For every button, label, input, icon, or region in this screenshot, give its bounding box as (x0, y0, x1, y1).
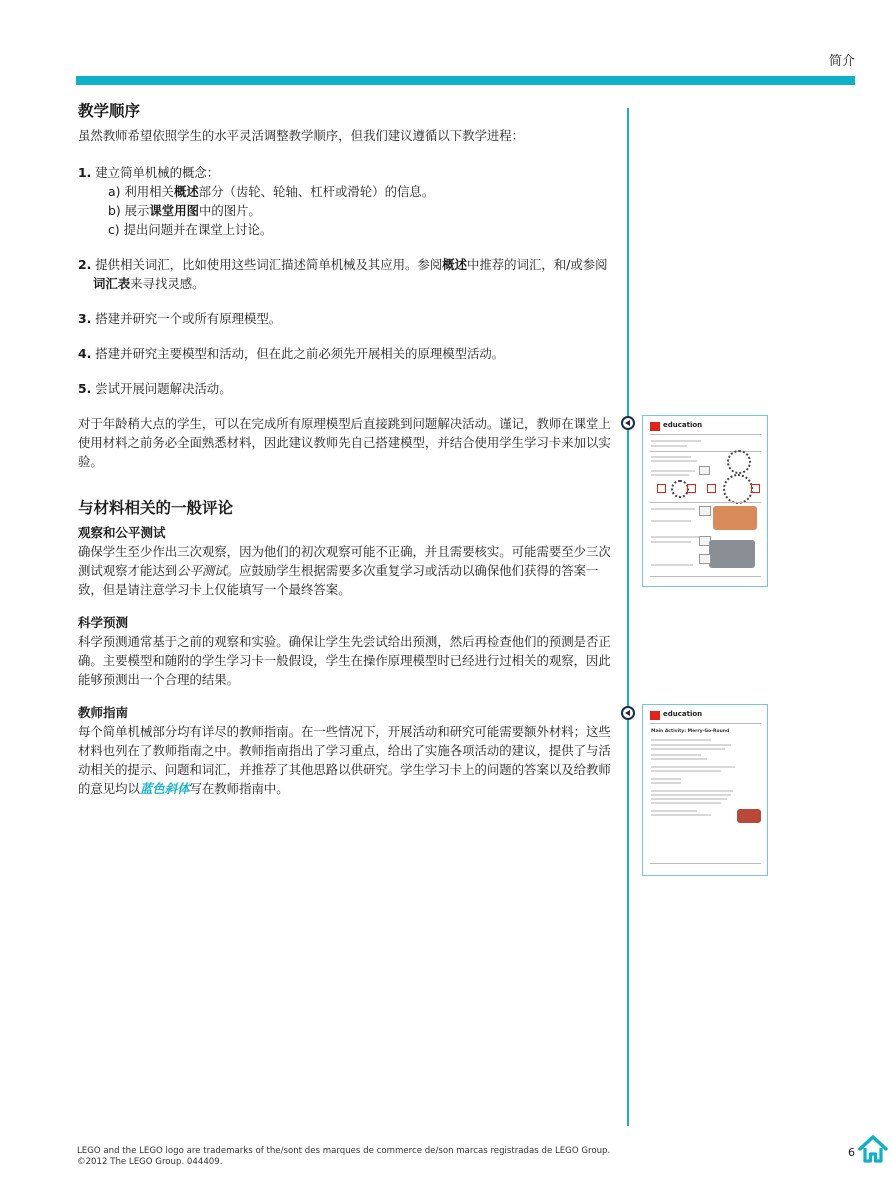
student-card-thumbnail[interactable] (642, 415, 768, 587)
observation-paragraph: 确保学生至少作出三次观察，因为他们的初次观察可能不正确，并且需要核实。可能需要至少三次测试观察才能达到公平测试。应鼓励学生根据需要多次重复学习或活动以确保他们获得的答案一致，但是请注意学习卡上仅能填写一个最终答案。 (78, 544, 611, 597)
home-icon[interactable] (858, 1134, 888, 1164)
thumbnail-brand: education (663, 710, 703, 718)
step-4-number: 4. (78, 346, 92, 361)
step-1c: c) 提出问题并在课堂上讨论。 (108, 222, 273, 237)
step-2-text: 提供相关词汇，比如使用这些词汇描述简单机械及其应用。参阅概述中推荐的词汇，和/或参阅词汇表来寻找灵感。 (93, 257, 608, 291)
step-2-number: 2. (78, 257, 92, 272)
step-5-text: 尝试开展问题解决活动。 (95, 381, 232, 396)
header-accent-bar (76, 76, 855, 85)
teacher-guide-thumbnail[interactable] (642, 704, 768, 876)
prediction-paragraph: 科学预测通常基于之前的观察和实验。确保让学生先尝试给出预测，然后再检查他们的预测是否正确。主要模型和随附的学生学习卡一般假设，学生在操作原理模型时已经进行过相关的观察，因此能够预测出一个合理的结果。 (78, 634, 611, 687)
teacher-guide-paragraph: 每个简单机械部分均有详尽的教师指南。在一些情况下，开展活动和研究可能需要额外材料；这些材料也列在了教师指南之中。教师指南指出了学习重点，给出了实施各项活动的建议，提供了与活动相关的提示、问题和词汇，并推荐了其他思路以供研究。学生学习卡上的问题的答案以及给教师的意见均以蓝色斜体写在教师指南中。 (78, 724, 611, 796)
step-2 (78, 255, 618, 293)
step-4 (78, 344, 618, 363)
footer-trademark: LEGO and the LEGO logo are trademarks of the/sont des marques de commerce de/son marcas registradas de LEGO Group. (77, 1146, 611, 1156)
step-3-number: 3. (78, 311, 92, 326)
step-5 (78, 379, 618, 398)
page-number: 6 (848, 1146, 855, 1159)
step-1-text: 建立简单机械的概念： (95, 165, 220, 180)
step-5-number: 5. (78, 381, 92, 396)
main-content (78, 100, 618, 798)
teaching-order-intro: 虽然教师希望依照学生的水平灵活调整教学顺序，但我们建议遵循以下教学进程： (78, 128, 525, 143)
lego-logo (650, 711, 660, 720)
arrow-left-circle-icon[interactable] (621, 706, 635, 720)
step-3 (78, 309, 618, 328)
step-1a: a) 利用相关概述部分（齿轮、轮轴、杠杆或滑轮）的信息。 (108, 184, 435, 199)
arrow-left-circle-icon[interactable] (621, 416, 635, 430)
step-1-number: 1. (78, 165, 92, 180)
step-1b: b) 展示课堂用图中的图片。 (108, 203, 261, 218)
column-divider (627, 108, 629, 1126)
step-3-text: 搭建并研究一个或所有原理模型。 (95, 311, 282, 326)
observation-heading: 观察和公平测试 (78, 525, 166, 540)
teaching-order-heading: 教学顺序 (78, 102, 141, 120)
lego-logo (650, 422, 660, 431)
thumbnail-brand: education (663, 421, 703, 429)
step-1 (78, 163, 618, 239)
footer-copyright: ©2012 The LEGO Group. 044409. (77, 1157, 223, 1167)
footer-legal (77, 1146, 610, 1168)
teacher-guide-heading: 教师指南 (78, 705, 129, 720)
section-title: 简介 (828, 54, 855, 69)
older-students-paragraph: 对于年龄稍大点的学生，可以在完成所有原理模型后直接跳到问题解决活动。谨记，教师在课堂上使用材料之前务必全面熟悉材料，因此建议教师先自己搭建模型，并结合使用学生学习卡来加以实验。 (78, 416, 611, 469)
thumbnail-title: Main Activity: Merry-Go-Round (651, 729, 730, 734)
materials-heading: 与材料相关的一般评论 (78, 499, 234, 517)
teaching-steps-list (78, 163, 618, 398)
prediction-heading: 科学预测 (78, 615, 129, 630)
step-4-text: 搭建并研究主要模型和活动，但在此之前必须先开展相关的原理模型活动。 (95, 346, 505, 361)
